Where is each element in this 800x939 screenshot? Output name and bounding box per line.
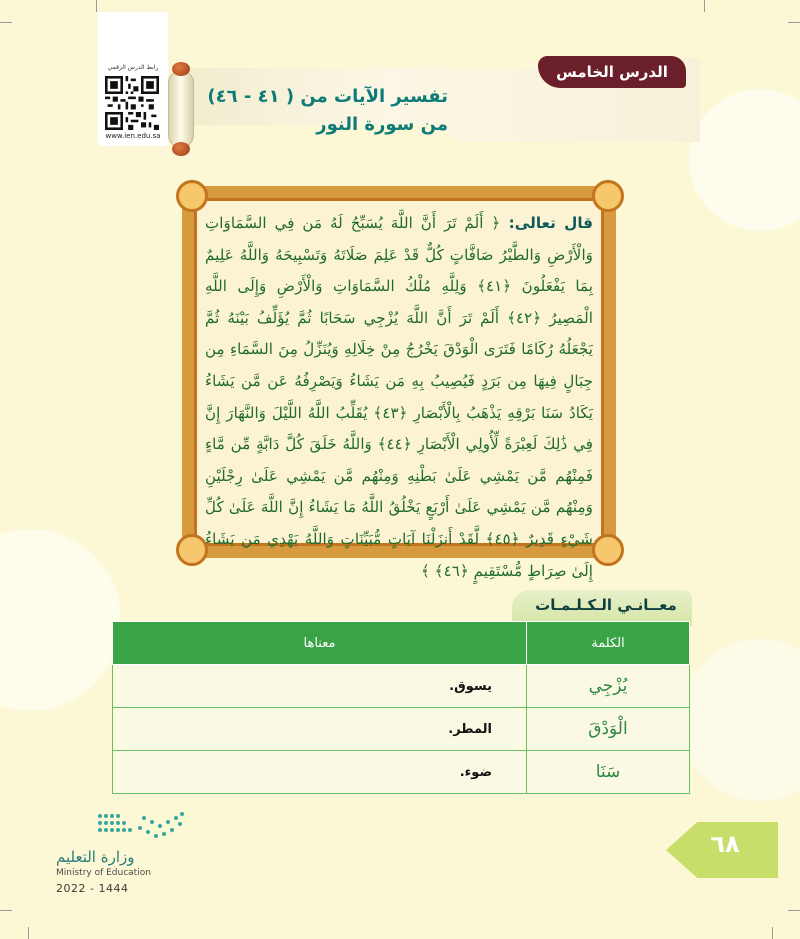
- qr-url: www.ien.edu.sa: [105, 132, 161, 140]
- glossary-meaning: يسوق.: [113, 665, 527, 708]
- glossary-word: يُزْجِي: [527, 665, 690, 708]
- glossary-word: سَنَا: [527, 751, 690, 794]
- crop-mark: [28, 927, 29, 939]
- header-word: الكلمة: [527, 622, 690, 665]
- glossary-header-row: [113, 622, 690, 665]
- ornament-corner: [592, 180, 624, 212]
- ministry-name-ar: وزارة التعليم: [56, 848, 135, 866]
- scroll-roll: [168, 70, 194, 148]
- ornament-corner: [176, 180, 208, 212]
- quran-verses: [205, 208, 594, 580]
- glossary-meaning: المطر.: [113, 708, 527, 751]
- table-row: [113, 665, 690, 708]
- table-row: [113, 751, 690, 794]
- ministry-logo-icon: [96, 810, 186, 844]
- ornament-corner: [176, 534, 208, 566]
- scroll-knob-bottom: [172, 142, 190, 156]
- table-row: [113, 708, 690, 751]
- crop-mark: [788, 910, 800, 911]
- verse-body: ﴿ أَلَمْ تَرَ أَنَّ اللَّهَ يُسَبِّحُ لَهُ مَن فِي السَّمَاوَاتِ وَالْأَرْضِ وَالطَّيْرُ صَافَّاتٍ كُلٌّ قَدْ عَلِمَ صَلَاتَهُ وَتَسْبِيحَهُ وَاللَّهُ عَلِيمٌ بِمَا يَفْعَلُونَ ﴿٤١﴾ وَلِلَّهِ مُلْكُ السَّمَاوَاتِ وَالْأَرْضِ وَإِلَى اللَّهِ الْمَصِيرُ ﴿٤٢﴾ أَلَمْ تَرَ أَنَّ اللَّهَ يُزْجِي سَحَابًا ثُمَّ يُؤَلِّفُ بَيْنَهُ ثُمَّ يَجْعَلُهُ رُكَامًا فَتَرَى الْوَدْقَ يَخْرُجُ مِنْ خِلَالِهِ وَيُنَزِّلُ مِنَ السَّمَاءِ مِن جِبَالٍ فِيهَا مِن بَرَدٍ فَيُصِيبُ بِهِ مَن يَشَاءُ وَيَصْرِفُهُ عَن مَّن يَشَاءُ يَكَادُ سَنَا بَرْقِهِ يَذْهَبُ بِالْأَبْصَارِ ﴿٤٣﴾ يُقَلِّبُ اللَّهُ اللَّيْلَ وَالنَّهَارَ إِنَّ فِي ذَٰلِكَ لَعِبْرَةً لِّأُولِي الْأَبْصَارِ ﴿٤٤﴾ وَاللَّهُ خَلَقَ كُلَّ دَابَّةٍ مِّن مَّاءٍ فَمِنْهُم مَّن يَمْشِي عَلَىٰ بَطْنِهِ وَمِنْهُم مَّن يَمْشِي عَلَىٰ رِجْلَيْنِ وَمِنْهُم مَّن يَمْشِي عَلَىٰ أَرْبَعٍ يَخْلُقُ اللَّهُ مَا يَشَاءُ إِنَّ اللَّهَ عَلَىٰ كُلِّ شَيْءٍ قَدِيرٌ ﴿٤٥﴾ لَّقَدْ أَنزَلْنَا آيَاتٍ مُّبَيِّنَاتٍ وَاللَّهُ يَهْدِي مَن يَشَاءُ إِلَىٰ صِرَاطٍ مُّسْتَقِيمٍ ﴿٤٦﴾ ﴾: [205, 214, 594, 580]
- verse-intro: قال تعالى:: [500, 214, 593, 232]
- crop-mark: [772, 927, 773, 939]
- lesson-subtitle: من سورة النور: [316, 114, 448, 135]
- glossary-title: معــانـي الـكـلـمـات: [535, 596, 677, 614]
- page-number: ٦٨: [710, 830, 740, 858]
- ornament-corner: [592, 534, 624, 566]
- header-meaning: معناها: [113, 622, 527, 665]
- edition-year: 2022 - 1444: [56, 882, 129, 895]
- glossary-meaning: ضوء.: [113, 751, 527, 794]
- crop-mark: [704, 0, 705, 12]
- ministry-name-en: Ministry of Education: [56, 868, 151, 878]
- crop-mark: [96, 0, 97, 12]
- crop-mark: [0, 22, 12, 23]
- crop-mark: [788, 22, 800, 23]
- scroll-knob-top: [172, 62, 190, 76]
- lesson-label: الدرس الخامس: [538, 56, 686, 88]
- glossary-word: الْوَدْقَ: [527, 708, 690, 751]
- glossary-table: [112, 621, 690, 794]
- qr-code-icon[interactable]: [105, 76, 159, 130]
- crop-mark: [0, 910, 12, 911]
- lesson-title: تفسير الآيات من ( ٤١ - ٤٦): [207, 86, 448, 107]
- qr-caption: رابط الدرس الرقمي: [107, 64, 159, 71]
